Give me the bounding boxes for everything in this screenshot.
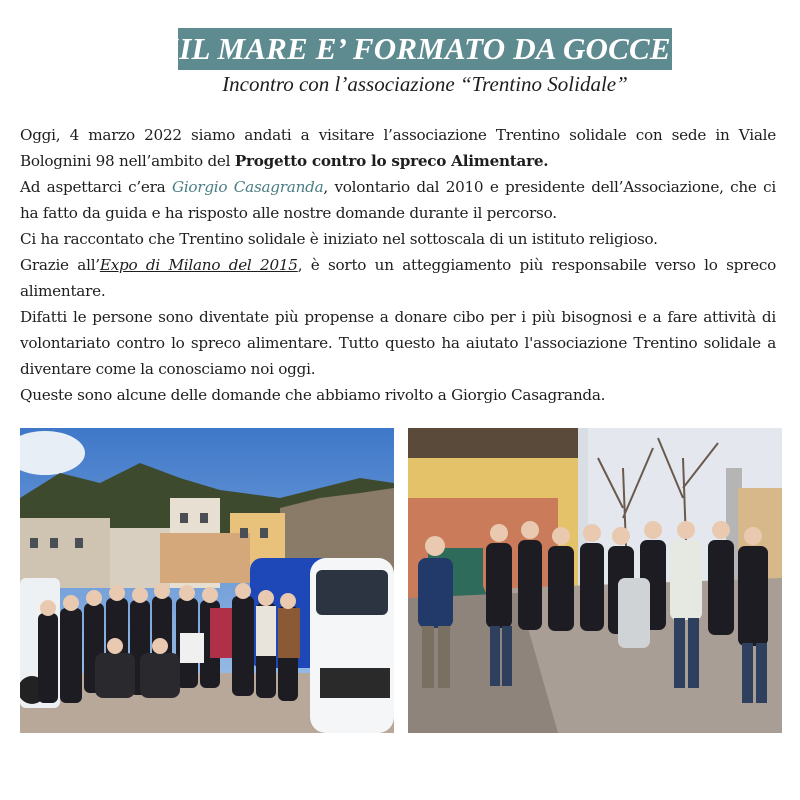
page-subtitle: Incontro con l’associazione “Trentino Solidale” [222, 72, 628, 96]
paragraph-1 [20, 122, 776, 174]
article-body [20, 122, 776, 408]
person-name-link[interactable]: Giorgio Casagranda [171, 178, 324, 196]
paragraph-2-text-a: Ad aspettarci c’era [20, 178, 172, 196]
paragraph-4 [20, 252, 776, 304]
paragraph-4-text-a: Grazie all’ [20, 256, 100, 274]
page-title: “IL MARE E’ FORMATO DA GOCCE” [163, 31, 687, 66]
paragraph-2 [20, 174, 776, 226]
title-banner [163, 28, 687, 70]
paragraph-6: Queste sono alcune delle domande che abbiamo rivolto a Giorgio Casagranda. [20, 386, 606, 404]
group-photo-left [20, 428, 394, 733]
paragraph-4-text-b: , è sorto un atteggiamento più responsabile verso lo spreco alimentare. [20, 256, 776, 300]
expo-link[interactable]: Expo di Milano del 2015 [99, 256, 298, 274]
paragraph-5: Difatti le persone sono diventate più propense a donare cibo per i più bisognosi e a fare attività di volontariato contro lo spreco alimentare. Tutto questo ha aiutato l'associazione Trentino solidale a diventare come la conosciamo noi oggi. [20, 308, 776, 378]
paragraph-2-text-b: , volontario dal 2010 e presidente dell’Associazione, che ci ha fatto da guida e ha risposto alle nostre domande durante il percorso. [20, 178, 776, 222]
group-photo-right [408, 428, 782, 733]
paragraph-1-text: Oggi, 4 marzo 2022 siamo andati a visitare l’associazione Trentino solidale con sede in Viale Bolognini 98 nell’ambito del [20, 126, 776, 170]
project-name: Progetto contro lo spreco Alimentare. [234, 152, 549, 170]
paragraph-3: Ci ha raccontato che Trentino solidale è iniziato nel sottoscala di un istituto religioso. [20, 230, 658, 248]
